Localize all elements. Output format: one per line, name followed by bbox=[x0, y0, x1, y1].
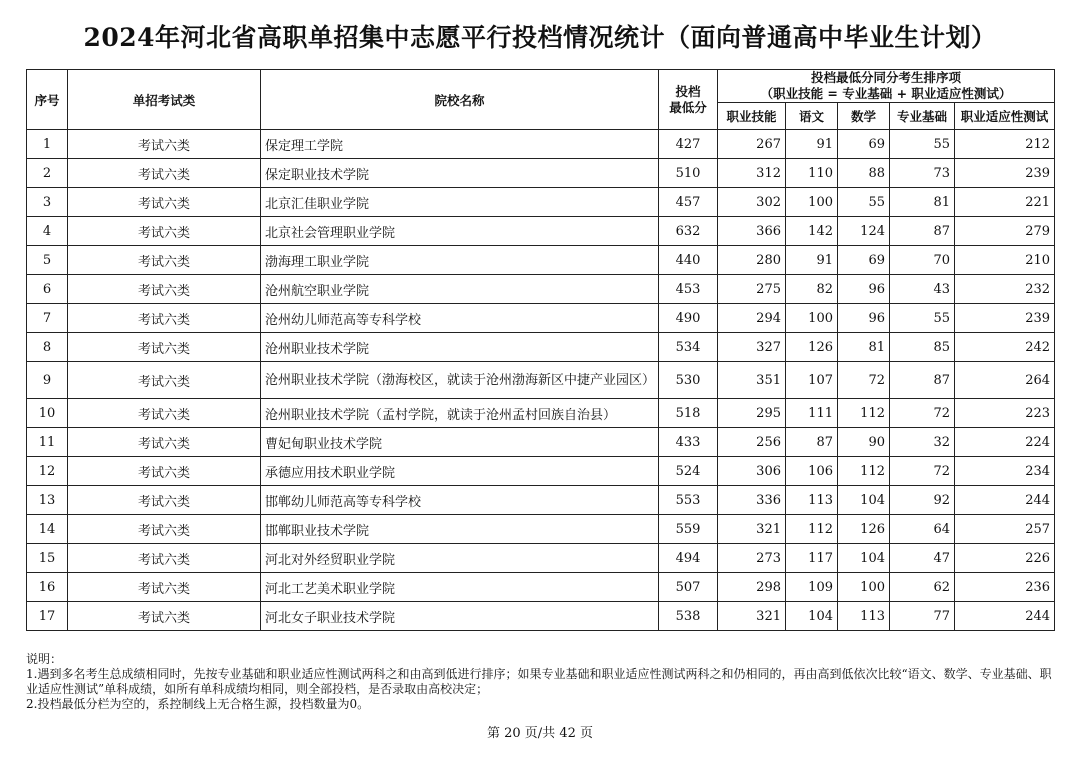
cell-math: 72 bbox=[838, 362, 890, 399]
cell-basic: 77 bbox=[890, 602, 955, 631]
cell-aptitude: 264 bbox=[955, 362, 1055, 399]
cell-school: 北京汇佳职业学院 bbox=[261, 188, 659, 217]
cell-aptitude: 232 bbox=[955, 275, 1055, 304]
cell-aptitude: 257 bbox=[955, 515, 1055, 544]
table-row bbox=[27, 486, 1055, 515]
cell-skill: 312 bbox=[718, 159, 786, 188]
header-skill: 职业技能 bbox=[718, 103, 786, 130]
cell-aptitude: 210 bbox=[955, 246, 1055, 275]
notes-item-2: 2.投档最低分栏为空的，系控制线上无合格生源，投档数量为0。 bbox=[26, 697, 370, 711]
cell-min-score: 433 bbox=[659, 428, 718, 457]
table-row bbox=[27, 246, 1055, 275]
cell-aptitude: 239 bbox=[955, 159, 1055, 188]
cell-skill: 321 bbox=[718, 602, 786, 631]
header-row bbox=[27, 70, 1055, 103]
cell-seq: 6 bbox=[27, 275, 68, 304]
header-basic: 专业基础 bbox=[890, 103, 955, 130]
cell-school: 北京社会管理职业学院 bbox=[261, 217, 659, 246]
cell-min-score: 559 bbox=[659, 515, 718, 544]
cell-school: 邯郸职业技术学院 bbox=[261, 515, 659, 544]
cell-aptitude: 239 bbox=[955, 304, 1055, 333]
cell-seq: 11 bbox=[27, 428, 68, 457]
cell-chinese: 107 bbox=[786, 362, 838, 399]
cell-min-score: 440 bbox=[659, 246, 718, 275]
cell-seq: 12 bbox=[27, 457, 68, 486]
cell-school: 曹妃甸职业技术学院 bbox=[261, 428, 659, 457]
cell-min-score: 534 bbox=[659, 333, 718, 362]
cell-school: 沧州航空职业学院 bbox=[261, 275, 659, 304]
cell-category: 考试六类 bbox=[68, 362, 261, 399]
cell-skill: 294 bbox=[718, 304, 786, 333]
cell-skill: 280 bbox=[718, 246, 786, 275]
table-row bbox=[27, 573, 1055, 602]
cell-min-score: 507 bbox=[659, 573, 718, 602]
cell-seq: 13 bbox=[27, 486, 68, 515]
cell-chinese: 112 bbox=[786, 515, 838, 544]
cell-skill: 302 bbox=[718, 188, 786, 217]
table-row bbox=[27, 130, 1055, 159]
cell-skill: 273 bbox=[718, 544, 786, 573]
cell-chinese: 100 bbox=[786, 188, 838, 217]
cell-basic: 62 bbox=[890, 573, 955, 602]
cell-category: 考试六类 bbox=[68, 188, 261, 217]
notes-heading: 说明： bbox=[26, 652, 63, 666]
cell-min-score: 427 bbox=[659, 130, 718, 159]
cell-math: 90 bbox=[838, 428, 890, 457]
cell-aptitude: 236 bbox=[955, 573, 1055, 602]
header-school: 院校名称 bbox=[261, 70, 659, 130]
cell-skill: 321 bbox=[718, 515, 786, 544]
cell-seq: 3 bbox=[27, 188, 68, 217]
cell-skill: 351 bbox=[718, 362, 786, 399]
cell-min-score: 632 bbox=[659, 217, 718, 246]
table-row bbox=[27, 428, 1055, 457]
cell-aptitude: 234 bbox=[955, 457, 1055, 486]
cell-min-score: 530 bbox=[659, 362, 718, 399]
cell-basic: 81 bbox=[890, 188, 955, 217]
table-row bbox=[27, 159, 1055, 188]
cell-math: 112 bbox=[838, 457, 890, 486]
cell-school: 河北女子职业技术学院 bbox=[261, 602, 659, 631]
cell-skill: 256 bbox=[718, 428, 786, 457]
cell-math: 112 bbox=[838, 399, 890, 428]
cell-basic: 55 bbox=[890, 304, 955, 333]
cell-category: 考试六类 bbox=[68, 573, 261, 602]
cell-math: 104 bbox=[838, 544, 890, 573]
cell-seq: 1 bbox=[27, 130, 68, 159]
cell-basic: 73 bbox=[890, 159, 955, 188]
cell-chinese: 87 bbox=[786, 428, 838, 457]
cell-school: 沧州职业技术学院（孟村学院，就读于沧州孟村回族自治县） bbox=[261, 399, 659, 428]
cell-chinese: 104 bbox=[786, 602, 838, 631]
cell-min-score: 457 bbox=[659, 188, 718, 217]
cell-category: 考试六类 bbox=[68, 486, 261, 515]
cell-skill: 327 bbox=[718, 333, 786, 362]
cell-aptitude: 279 bbox=[955, 217, 1055, 246]
cell-math: 55 bbox=[838, 188, 890, 217]
cell-skill: 295 bbox=[718, 399, 786, 428]
cell-aptitude: 221 bbox=[955, 188, 1055, 217]
table-row bbox=[27, 544, 1055, 573]
cell-math: 96 bbox=[838, 275, 890, 304]
cell-school: 河北对外经贸职业学院 bbox=[261, 544, 659, 573]
table-row bbox=[27, 333, 1055, 362]
cell-min-score: 494 bbox=[659, 544, 718, 573]
cell-category: 考试六类 bbox=[68, 217, 261, 246]
cell-category: 考试六类 bbox=[68, 544, 261, 573]
cell-seq: 8 bbox=[27, 333, 68, 362]
cell-math: 124 bbox=[838, 217, 890, 246]
notes bbox=[26, 652, 1056, 712]
cell-skill: 275 bbox=[718, 275, 786, 304]
cell-category: 考试六类 bbox=[68, 428, 261, 457]
cell-skill: 267 bbox=[718, 130, 786, 159]
cell-aptitude: 224 bbox=[955, 428, 1055, 457]
cell-school: 邯郸幼儿师范高等专科学校 bbox=[261, 486, 659, 515]
cell-basic: 64 bbox=[890, 515, 955, 544]
cell-math: 96 bbox=[838, 304, 890, 333]
cell-chinese: 117 bbox=[786, 544, 838, 573]
cell-basic: 85 bbox=[890, 333, 955, 362]
cell-school: 保定职业技术学院 bbox=[261, 159, 659, 188]
header-seq: 序号 bbox=[27, 70, 68, 130]
cell-seq: 15 bbox=[27, 544, 68, 573]
cell-chinese: 109 bbox=[786, 573, 838, 602]
cell-min-score: 524 bbox=[659, 457, 718, 486]
cell-math: 100 bbox=[838, 573, 890, 602]
cell-seq: 9 bbox=[27, 362, 68, 399]
cell-category: 考试六类 bbox=[68, 399, 261, 428]
cell-chinese: 110 bbox=[786, 159, 838, 188]
header-min-score bbox=[659, 70, 718, 130]
header-min-score-line1: 投档 bbox=[675, 83, 701, 99]
cell-aptitude: 244 bbox=[955, 486, 1055, 515]
cell-seq: 17 bbox=[27, 602, 68, 631]
cell-chinese: 91 bbox=[786, 130, 838, 159]
table-row bbox=[27, 275, 1055, 304]
cell-chinese: 106 bbox=[786, 457, 838, 486]
cell-skill: 306 bbox=[718, 457, 786, 486]
cell-category: 考试六类 bbox=[68, 333, 261, 362]
cell-chinese: 142 bbox=[786, 217, 838, 246]
cell-basic: 92 bbox=[890, 486, 955, 515]
cell-skill: 298 bbox=[718, 573, 786, 602]
cell-category: 考试六类 bbox=[68, 304, 261, 333]
header-tiebreak-line2: （职业技能 = 专业基础 + 职业适应性测试） bbox=[760, 86, 1012, 101]
header-chinese: 语文 bbox=[786, 103, 838, 130]
cell-aptitude: 223 bbox=[955, 399, 1055, 428]
cell-chinese: 82 bbox=[786, 275, 838, 304]
cell-basic: 72 bbox=[890, 457, 955, 486]
cell-min-score: 553 bbox=[659, 486, 718, 515]
header-tiebreak-group bbox=[718, 70, 1055, 103]
table-row bbox=[27, 515, 1055, 544]
cell-min-score: 518 bbox=[659, 399, 718, 428]
cell-math: 81 bbox=[838, 333, 890, 362]
table-row bbox=[27, 602, 1055, 631]
cell-seq: 10 bbox=[27, 399, 68, 428]
cell-category: 考试六类 bbox=[68, 130, 261, 159]
table-row bbox=[27, 304, 1055, 333]
cell-chinese: 113 bbox=[786, 486, 838, 515]
cell-school: 沧州幼儿师范高等专科学校 bbox=[261, 304, 659, 333]
cell-math: 104 bbox=[838, 486, 890, 515]
cell-chinese: 126 bbox=[786, 333, 838, 362]
cell-math: 113 bbox=[838, 602, 890, 631]
cell-category: 考试六类 bbox=[68, 515, 261, 544]
cell-school: 保定理工学院 bbox=[261, 130, 659, 159]
cell-basic: 70 bbox=[890, 246, 955, 275]
cell-category: 考试六类 bbox=[68, 159, 261, 188]
cell-school: 渤海理工职业学院 bbox=[261, 246, 659, 275]
cell-basic: 43 bbox=[890, 275, 955, 304]
page-title: 2024年河北省高职单招集中志愿平行投档情况统计（面向普通高中毕业生计划） bbox=[83, 23, 997, 52]
cell-basic: 32 bbox=[890, 428, 955, 457]
cell-chinese: 111 bbox=[786, 399, 838, 428]
header-category: 单招考试类 bbox=[68, 70, 261, 130]
cell-min-score: 538 bbox=[659, 602, 718, 631]
table-row bbox=[27, 399, 1055, 428]
cell-aptitude: 242 bbox=[955, 333, 1055, 362]
cell-min-score: 510 bbox=[659, 159, 718, 188]
header-math: 数学 bbox=[838, 103, 890, 130]
cell-chinese: 100 bbox=[786, 304, 838, 333]
admission-table bbox=[26, 69, 1055, 631]
cell-basic: 55 bbox=[890, 130, 955, 159]
table-row bbox=[27, 217, 1055, 246]
table-row bbox=[27, 188, 1055, 217]
cell-chinese: 91 bbox=[786, 246, 838, 275]
cell-seq: 4 bbox=[27, 217, 68, 246]
cell-school: 沧州职业技术学院 bbox=[261, 333, 659, 362]
cell-aptitude: 226 bbox=[955, 544, 1055, 573]
cell-min-score: 453 bbox=[659, 275, 718, 304]
table-row bbox=[27, 362, 1055, 399]
cell-category: 考试六类 bbox=[68, 602, 261, 631]
cell-seq: 14 bbox=[27, 515, 68, 544]
cell-category: 考试六类 bbox=[68, 457, 261, 486]
header-tiebreak-line1: 投档最低分同分考生排序项 bbox=[811, 70, 962, 85]
cell-aptitude: 212 bbox=[955, 130, 1055, 159]
cell-seq: 7 bbox=[27, 304, 68, 333]
cell-math: 69 bbox=[838, 130, 890, 159]
cell-min-score: 490 bbox=[659, 304, 718, 333]
cell-basic: 87 bbox=[890, 362, 955, 399]
cell-basic: 87 bbox=[890, 217, 955, 246]
cell-school: 沧州职业技术学院（渤海校区，就读于沧州渤海新区中捷产业园区） bbox=[261, 362, 659, 399]
cell-seq: 2 bbox=[27, 159, 68, 188]
cell-school: 承德应用技术职业学院 bbox=[261, 457, 659, 486]
cell-skill: 336 bbox=[718, 486, 786, 515]
notes-item-1: 1.遇到多名考生总成绩相同时，先按专业基础和职业适应性测试两科之和由高到低进行排序；如果专业基础和职业适应性测试两科之和仍相同的，再由高到低依次比较“语文、数学、专业基础、职业适应性测试”单科成绩，如所有单科成绩均相同，则全部投档，是否录取由高校决定； bbox=[26, 667, 1052, 696]
table-row bbox=[27, 457, 1055, 486]
cell-category: 考试六类 bbox=[68, 275, 261, 304]
cell-math: 126 bbox=[838, 515, 890, 544]
cell-seq: 5 bbox=[27, 246, 68, 275]
page-footer: 第 20 页/共 42 页 bbox=[487, 726, 593, 741]
cell-skill: 366 bbox=[718, 217, 786, 246]
cell-math: 69 bbox=[838, 246, 890, 275]
cell-seq: 16 bbox=[27, 573, 68, 602]
header-aptitude: 职业适应性测试 bbox=[955, 103, 1055, 130]
cell-school: 河北工艺美术职业学院 bbox=[261, 573, 659, 602]
cell-math: 88 bbox=[838, 159, 890, 188]
header-min-score-line2: 最低分 bbox=[669, 99, 707, 115]
cell-basic: 47 bbox=[890, 544, 955, 573]
cell-basic: 72 bbox=[890, 399, 955, 428]
cell-category: 考试六类 bbox=[68, 246, 261, 275]
cell-aptitude: 244 bbox=[955, 602, 1055, 631]
